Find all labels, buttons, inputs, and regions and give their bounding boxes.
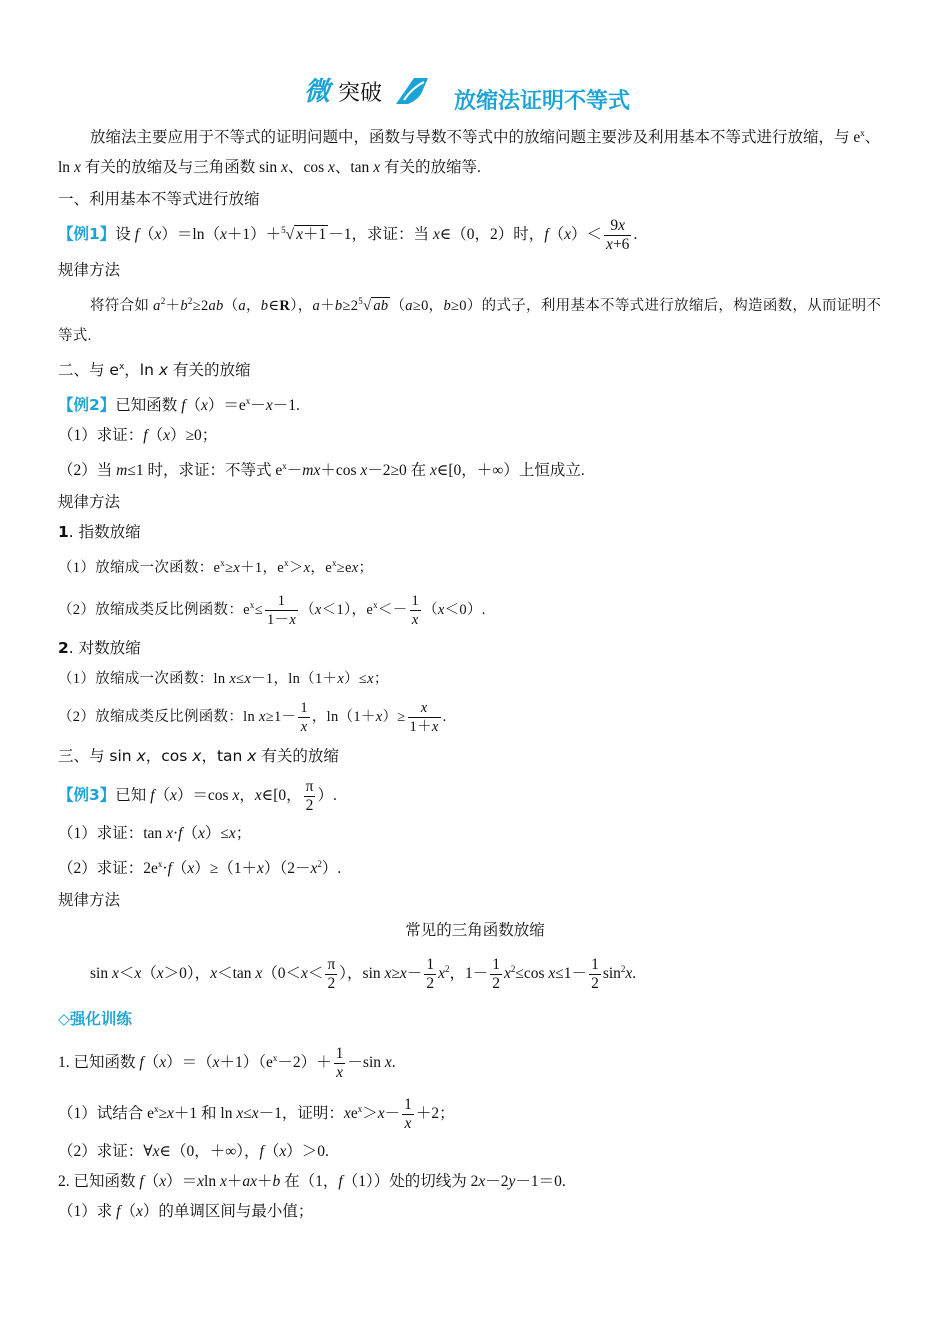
problem1-q2: （2）求证：∀x∈（0，＋∞），f（x）＞0.: [58, 1142, 329, 1160]
trig-formulas: sin x＜x（x＞0），x＜tan x（0＜x＜ $\frac{\pi}{2}$ ），sin x≥x－ $\frac{1}{2}$ $x^2$，1－ $\frac{1}{2}$ $x^2\le\cos$ x≤1－ $\frac{1}{2}$ $\sin^2x$.: [90, 955, 637, 992]
logo-graphic: [304, 70, 434, 110]
section1-heading: 一、利用基本不等式进行放缩: [58, 190, 260, 208]
example3-q2: （2）求证：$2e^x\cdot f(x)\ge(1+x)(2-x^2)$.: [58, 858, 342, 877]
rule1-text: 将符合如 $a^2+b^2\ge 2ab(a$，b∈R），$a+b\ge 2^5√$ ab （a≥0，b≥0）的式子，利用基本不等式进行放缩后，构造函数，从而证明不等式.: [58, 295, 882, 344]
trig-table-title: 常见的三角函数放缩: [405, 920, 545, 939]
problem1-q1: （1）试结合 $e^x\ge x+1$ 和 ln x≤x－1，证明：$xe^x>x-$ $\frac{1}{x}$ ＋2；: [58, 1095, 455, 1132]
example2-q1: （1）求证：f（x）≥0；: [58, 426, 218, 444]
section3-heading: 三、与 sin x，cos x，tan x 有关的放缩: [58, 746, 339, 765]
example3-q1: （1）求证：tan x·f（x）≤x；: [58, 824, 252, 842]
intro-paragraph: 放缩法主要应用于不等式的证明问题中，函数与导数不等式中的放缩问题主要涉及利用基本不等式进行放缩，与 $e^x$、ln x 有关的放缩及与三角函数 sin x、cos x、tan x 有关的放缩等.: [58, 128, 881, 176]
log-rule1: （1）放缩成一次函数：ln x≤x－1，ln（1＋x）≤x；: [58, 670, 389, 687]
example1-label: 【例1】: [58, 225, 116, 243]
exp-heading: 1. 指数放缩: [58, 522, 141, 541]
training-heading: ◇强化训练: [58, 1009, 132, 1028]
problem2-q1: （1）求 f（x）的单调区间与最小值；: [58, 1202, 314, 1220]
example2: 【例2】已知函数 $f(x)=e^x-x-1$.: [58, 395, 300, 414]
exp-rule2: （2）放缩成类反比例函数：$e^x\le$ $\frac{1}{1-x}$ （x＜1），$e^x<-$ $\frac{1}{x}$ （x＜0）.: [58, 593, 486, 629]
section2-heading: 二、与 $e^x$，ln x 有关的放缩: [58, 360, 251, 379]
example1: 【例1】设 f（x）＝ln（x＋1）＋$^5$√ x＋1 －1，求证：当 x∈（0，2）时，f（x）＜ $\frac{9x}{x+6}$ .: [58, 216, 638, 253]
log-rule2: （2）放缩成类反比例函数：ln x≥1－ $\frac{1}{x}$ ，ln（1＋x）≥ $\frac{x}{1+x}$ .: [58, 700, 447, 736]
exp-rule1: （1）放缩成一次函数：$e^x\ge x+1$，$e^x>x$，$e^x\ge ex$；: [58, 557, 374, 576]
problem2: 2. 已知函数 f（x）＝xln x＋ax＋b 在（1，f（1））处的切线为 2x－2y－1＝0.: [58, 1172, 566, 1190]
page-title: 放缩法证明不等式: [454, 89, 631, 114]
example2-q2: （2）当 m≤1 时，求证：不等式 $e^x-mx+\cos$ x－2≥0 在 x∈[0，＋∞）上恒成立.: [58, 460, 585, 479]
problem1: 1. 已知函数 $f(x)=(x+1)(e^x-2)+$ $\frac{1}{x}$ －sin x.: [58, 1044, 396, 1081]
rule3-heading: 规律方法: [58, 890, 121, 909]
example2-label: 【例2】: [58, 395, 116, 414]
page: [58, 66, 892, 1227]
example3-label: 【例3】: [58, 785, 116, 804]
log-heading: 2. 对数放缩: [58, 638, 141, 657]
logo: [304, 70, 434, 115]
svg-text:微: 微: [304, 77, 331, 107]
rule2-heading: 规律方法: [58, 492, 121, 511]
example3: 【例3】已知 f（x）＝cos x，x∈[0， $\frac{\pi}{2}$ ）.: [58, 777, 337, 814]
svg-text:突破: 突破: [338, 81, 383, 106]
rule1-heading: 规律方法: [58, 260, 121, 279]
title-row: [58, 66, 892, 118]
